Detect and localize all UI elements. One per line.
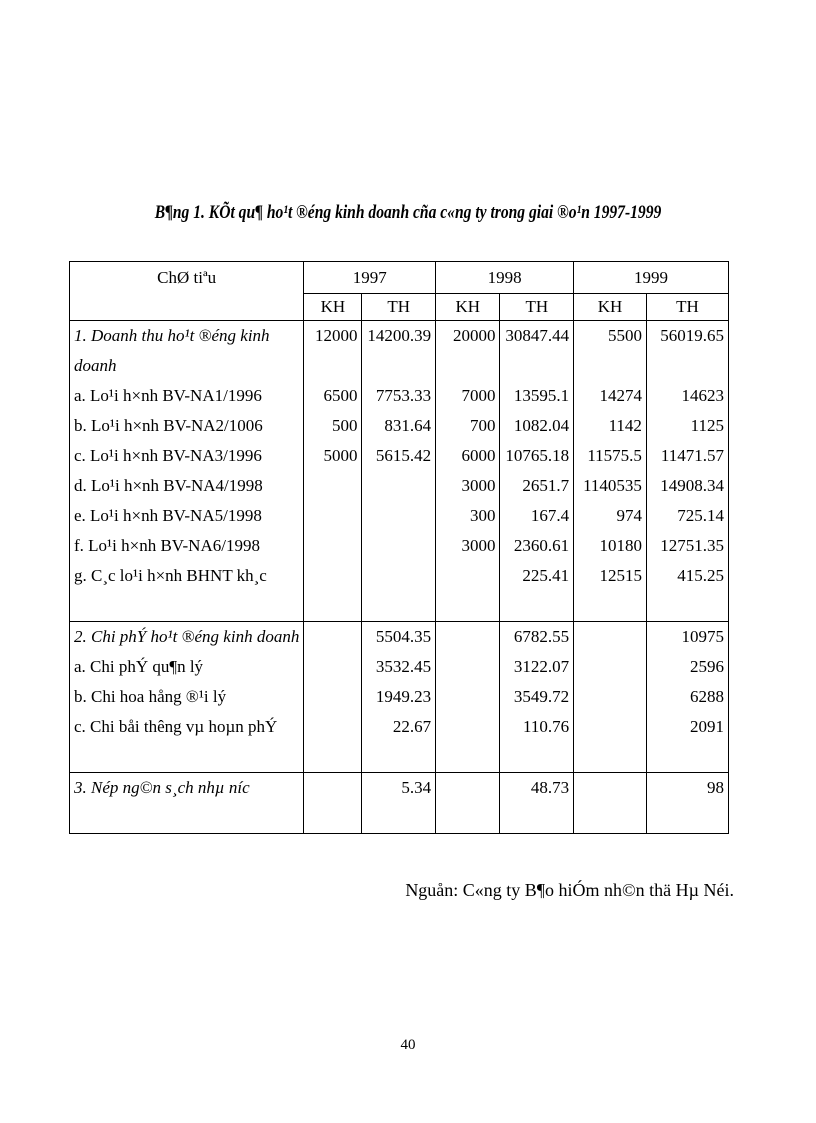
cell-value: [440, 712, 495, 742]
cell-value: 725.14: [677, 506, 724, 525]
row-label: e. Lo¹i h×nh BV-NA5/1998: [74, 506, 262, 525]
indicator-header: ChØ tiªu: [70, 262, 304, 321]
cell-value: [504, 742, 569, 772]
year-header: 1998: [436, 262, 574, 294]
row-label: 1. Doanh thu ho¹t ®éng kinh doanh: [74, 326, 270, 375]
cell-value: [308, 531, 357, 561]
table-body: [70, 321, 729, 834]
cell-value: [440, 561, 495, 591]
cell-value: 110.76: [522, 717, 570, 736]
cell-value: 5000: [323, 446, 358, 465]
cell-value: 11575.5: [587, 446, 642, 465]
cell-value: [308, 501, 357, 531]
value-cell: [436, 622, 500, 773]
cell-value: 11471.57: [660, 446, 724, 465]
year-header: 1997: [304, 262, 436, 294]
cell-value: 14200.39: [367, 326, 432, 345]
cell-value: 700: [469, 416, 496, 435]
cell-value: [651, 591, 724, 621]
cell-value: 3000: [461, 536, 496, 555]
cell-value: [366, 561, 431, 591]
cell-value: 1140535: [583, 476, 642, 495]
cell-value: 98: [707, 778, 724, 797]
cell-value: [366, 803, 431, 833]
cell-value: 22.67: [392, 717, 432, 736]
table-section: [70, 773, 729, 834]
cell-value: [366, 471, 431, 501]
cell-value: 2091: [690, 717, 724, 736]
table-section: [70, 622, 729, 773]
cell-value: 415.25: [677, 566, 724, 585]
row-label: f. Lo¹i h×nh BV-NA6/1998: [74, 536, 260, 555]
value-cell: [574, 773, 647, 834]
value-cell: [304, 321, 362, 622]
cell-value: [440, 652, 495, 682]
cell-value: 5615.42: [375, 446, 432, 465]
results-table: [69, 261, 729, 834]
cell-value: 1142: [608, 416, 642, 435]
cell-value: [308, 773, 357, 803]
label-cell: [70, 773, 304, 834]
value-cell: [646, 622, 728, 773]
row-label: g. C¸c lo¹i h×nh BHNT kh¸c: [74, 566, 267, 585]
cell-value: 10765.18: [505, 446, 570, 465]
cell-value: 14274: [599, 386, 642, 405]
value-cell: [362, 622, 436, 773]
cell-value: [504, 591, 569, 621]
cell-value: [308, 622, 357, 652]
cell-value: 2596: [690, 657, 724, 676]
value-cell: [436, 321, 500, 622]
cell-value: [651, 742, 724, 772]
cell-value: 10180: [599, 536, 642, 555]
cell-value: 13595.1: [513, 386, 570, 405]
cell-value: [308, 742, 357, 772]
plan-header: KH: [304, 294, 362, 321]
cell-value: [578, 803, 642, 833]
value-cell: [436, 773, 500, 834]
value-cell: [500, 321, 574, 622]
cell-value: [308, 712, 357, 742]
cell-value: [308, 652, 357, 682]
cell-value: 6288: [690, 687, 724, 706]
cell-value: 167.4: [530, 506, 570, 525]
cell-value: 2651.7: [522, 476, 570, 495]
cell-value: 48.73: [530, 778, 570, 797]
row-label: [74, 591, 299, 621]
plan-header: KH: [574, 294, 647, 321]
cell-value: 1949.23: [375, 687, 432, 706]
cell-value: 7000: [461, 386, 496, 405]
cell-value: 3122.07: [513, 657, 570, 676]
cell-value: [440, 591, 495, 621]
cell-value: [578, 591, 642, 621]
cell-value: [308, 471, 357, 501]
value-cell: [362, 773, 436, 834]
cell-value: 5504.35: [375, 627, 432, 646]
value-cell: [304, 622, 362, 773]
cell-value: [308, 591, 357, 621]
cell-value: [308, 803, 357, 833]
cell-value: 3000: [461, 476, 496, 495]
cell-value: 1082.04: [513, 416, 570, 435]
cell-value: [578, 652, 642, 682]
cell-value: 974: [616, 506, 642, 525]
cell-value: [651, 803, 724, 833]
cell-value: [366, 531, 431, 561]
row-label: a. Lo¹i h×nh BV-NA1/1996: [74, 386, 262, 405]
cell-value: 225.41: [522, 566, 570, 585]
value-cell: [304, 773, 362, 834]
value-cell: [574, 321, 647, 622]
cell-value: 831.64: [384, 416, 432, 435]
cell-value: [578, 622, 642, 652]
row-label: b. Chi hoa hång ®¹i lý: [74, 687, 227, 706]
cell-value: 7753.33: [375, 386, 432, 405]
value-cell: [500, 622, 574, 773]
value-cell: [646, 321, 728, 622]
value-cell: [646, 773, 728, 834]
cell-value: 56019.65: [660, 326, 724, 345]
cell-value: 20000: [452, 326, 496, 345]
cell-value: 5500: [607, 326, 642, 345]
row-label: c. Lo¹i h×nh BV-NA3/1996: [74, 446, 262, 465]
cell-value: [366, 742, 431, 772]
row-label: d. Lo¹i h×nh BV-NA4/1998: [74, 476, 263, 495]
cell-value: [440, 773, 495, 803]
actual-header: TH: [646, 294, 728, 321]
cell-value: [440, 622, 495, 652]
table-section: [70, 321, 729, 622]
cell-value: [578, 742, 642, 772]
cell-value: 30847.44: [505, 326, 570, 345]
table-title: B¶ng 1. KÕt qu¶ ho¹t ®éng kinh doanh cña c«ng ty trong giai ®o¹n 1997-1999: [154, 202, 662, 223]
cell-value: [308, 561, 357, 591]
actual-header: TH: [362, 294, 436, 321]
source-note: Nguån: C«ng ty B¶o hiÓm nh©n thä Hµ Néi.: [405, 880, 734, 900]
label-cell: [70, 321, 304, 622]
cell-value: 12751.35: [660, 536, 724, 555]
cell-value: 3549.72: [513, 687, 570, 706]
row-label: [74, 742, 299, 772]
cell-value: [578, 773, 642, 803]
row-label: a. Chi phÝ qu¶n lý: [74, 657, 204, 676]
row-label: 3. Nép ng©n s¸ch nhµ níc: [74, 778, 250, 797]
cell-value: 12000: [314, 326, 358, 345]
cell-value: 1125: [690, 416, 724, 435]
cell-value: 14623: [681, 386, 724, 405]
page-number: 40: [400, 1037, 416, 1053]
cell-value: 6500: [323, 386, 358, 405]
actual-header: TH: [500, 294, 574, 321]
cell-value: 6000: [461, 446, 496, 465]
cell-value: 10975: [681, 627, 724, 646]
cell-value: [440, 803, 495, 833]
row-label: 2. Chi phÝ ho¹t ®éng kinh doanh: [74, 627, 300, 646]
cell-value: [440, 742, 495, 772]
cell-value: 14908.34: [660, 476, 724, 495]
cell-value: 300: [469, 506, 496, 525]
row-label: [74, 803, 299, 833]
cell-value: 12515: [599, 566, 642, 585]
plan-header: KH: [436, 294, 500, 321]
value-cell: [362, 321, 436, 622]
label-cell: [70, 622, 304, 773]
cell-value: 500: [331, 416, 358, 435]
cell-value: 5.34: [401, 778, 432, 797]
cell-value: [504, 803, 569, 833]
cell-value: [366, 501, 431, 531]
cell-value: [308, 682, 357, 712]
year-header: 1999: [574, 262, 729, 294]
cell-value: [578, 682, 642, 712]
value-cell: [574, 622, 647, 773]
cell-value: 3532.45: [375, 657, 432, 676]
cell-value: 6782.55: [513, 627, 570, 646]
cell-value: [366, 591, 431, 621]
value-cell: [500, 773, 574, 834]
row-label: b. Lo¹i h×nh BV-NA2/1006: [74, 416, 263, 435]
cell-value: [578, 712, 642, 742]
cell-value: [440, 682, 495, 712]
cell-value: 2360.61: [513, 536, 570, 555]
row-label: c. Chi båi thêng vµ hoµn phÝ: [74, 717, 278, 736]
